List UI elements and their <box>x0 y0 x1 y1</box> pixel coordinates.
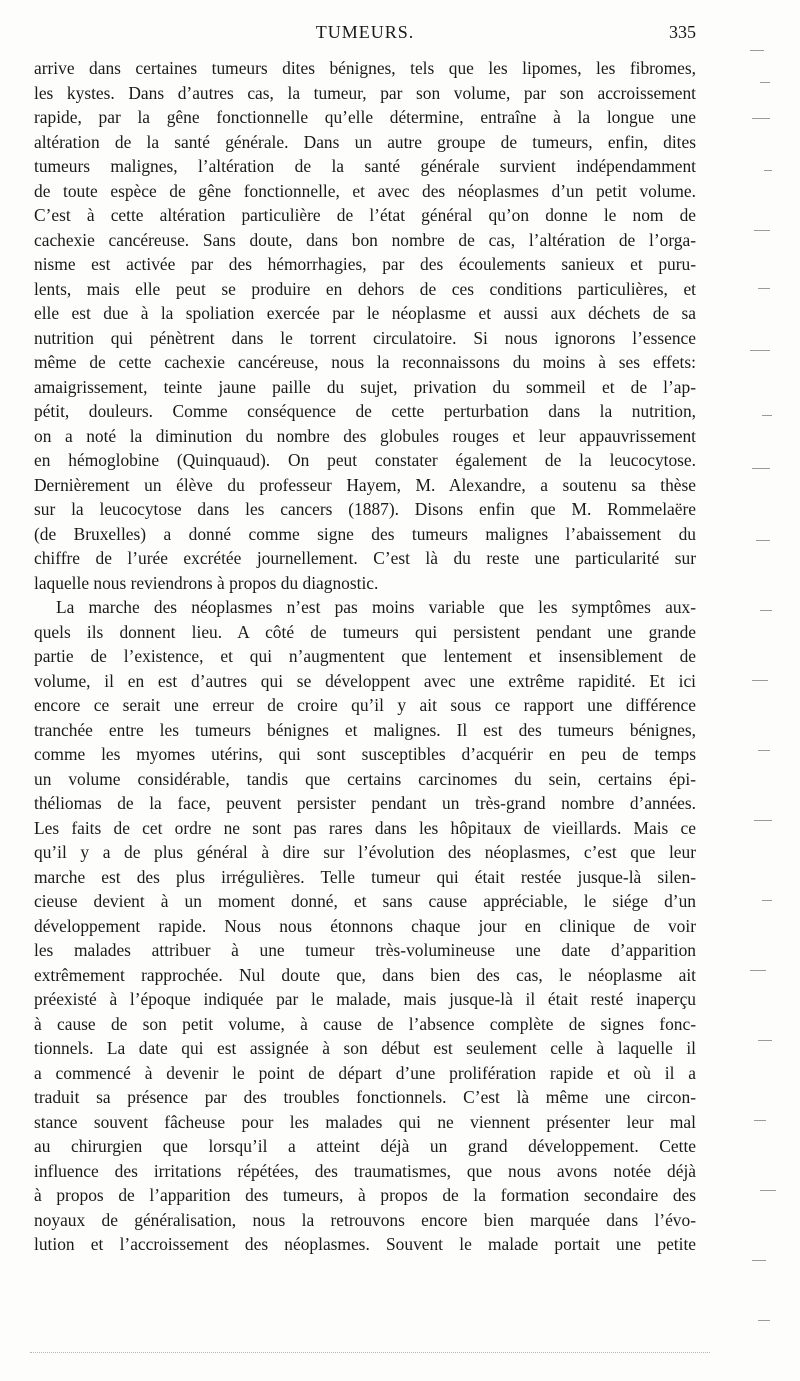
text-line: traduit sa présence par des troubles fonctionnels. C’est là même une circon- <box>34 1087 696 1107</box>
text-line: les malades attribuer à une tumeur très-volumineuse une date d’apparition <box>34 940 696 960</box>
text-line: marche est des plus irrégulières. Telle tumeur qui était restée jusque-là silen- <box>34 866 696 887</box>
margin-mark <box>750 50 764 51</box>
text-line: sur la leucocytose dans les cancers (1887). Disons enfin que M. Rommelaëre <box>34 499 696 519</box>
text-line: théliomas de la face, peuvent persister pendant un très-grand nombre d’années. <box>34 793 696 813</box>
text-line: C’est à cette altération particulière de l’état général qu’on donne le nom de <box>34 205 696 225</box>
margin-mark <box>754 820 772 821</box>
margin-mark <box>752 1260 766 1261</box>
text-line: tionnels. La date qui est assignée à son début est seulement celle à laquelle il <box>34 1038 696 1058</box>
text-line: Les faits de cet ordre ne sont pas rares dans les hôpitaux de vieillards. Mais ce <box>34 817 696 838</box>
margin-mark <box>750 970 766 971</box>
margin-mark <box>758 1320 770 1321</box>
text-line: extrêmement rapprochée. Nul doute que, dans bien des cas, le néoplasme ait <box>34 964 696 985</box>
margin-mark <box>762 900 772 901</box>
text-line: arrive dans certaines tumeurs dites bénignes, tels que les lipomes, les fibromes, <box>34 58 696 78</box>
text-line: stance souvent fâcheuse pour les malades qui ne viennent présenter leur mal <box>34 1111 696 1132</box>
text-line: altération de la santé générale. Dans un autre groupe de tumeurs, enfin, dites <box>34 131 696 152</box>
text-line: comme les myomes utérins, qui sont susceptibles d’acquérir en peu de temps <box>34 744 696 764</box>
text-line: lents, mais elle peut se produire en dehors de ces conditions particulières, et <box>34 278 696 299</box>
margin-mark <box>752 468 770 469</box>
text-line: partie de l’existence, et qui n’augmentent que lentement et insensiblement de <box>34 646 696 666</box>
text-line: à propos de l’apparition des tumeurs, à propos de la formation secondaire des <box>34 1185 696 1205</box>
margin-mark <box>764 170 772 171</box>
text-line: volume, il en est d’autres qui se développent avec une extrême rapidité. Et ici <box>34 670 696 691</box>
text-line: noyaux de généralisation, nous la retrouvons encore bien marquée dans l’évo- <box>34 1209 696 1230</box>
text-line: au chirurgien que lorsqu’il a atteint déjà un grand développement. Cette <box>34 1136 696 1156</box>
margin-mark <box>760 82 770 83</box>
text-line: rapide, par la gêne fonctionnelle qu’elle détermine, entraîne à la longue une <box>34 107 696 127</box>
margin-mark <box>762 415 772 416</box>
text-line: nisme est activée par des hémorrhagies, par des écoulements sanieux et puru- <box>34 254 696 274</box>
margin-mark <box>760 1190 776 1191</box>
margin-mark <box>750 350 770 351</box>
margin-mark <box>752 680 768 681</box>
text-line: a commencé à devenir le point de départ d’une prolifération rapide et où il a <box>34 1062 696 1083</box>
margin-mark <box>756 540 770 541</box>
margin-mark <box>754 1120 766 1121</box>
text-line: nutrition qui pénètrent dans le torrent circulatoire. Si nous ignorons l’essence <box>34 327 696 348</box>
paragraph-first-line: La marche des néoplasmes n’est pas moins variable que les symptômes aux- <box>56 597 696 617</box>
margin-mark <box>758 750 770 751</box>
text-line: même de cette cachexie cancéreuse, nous la reconnaissons du moins à ses effets: <box>34 352 696 372</box>
body-text <box>34 56 696 1257</box>
margin-mark <box>752 118 770 119</box>
text-line: (de Bruxelles) a donné comme signe des tumeurs malignes l’abaissement du <box>34 523 696 544</box>
text-line: influence des irritations répétées, des traumatismes, que nous avons notée déjà <box>34 1160 696 1181</box>
text-line: encore ce serait une erreur de croire qu’il y ait sous ce rapport une différence <box>34 695 696 715</box>
text-line: tranchée entre les tumeurs bénignes et malignes. Il est des tumeurs bénignes, <box>34 719 696 740</box>
text-line: à cause de son petit volume, à cause de l’absence complète de signes fonc- <box>34 1013 696 1034</box>
margin-mark <box>758 288 770 289</box>
text-line: qu’il y a de plus général à dire sur l’évolution des néoplasmes, c’est que leur <box>34 842 696 862</box>
text-line: pétit, douleurs. Comme conséquence de cette perturbation dans la nutrition, <box>34 401 696 421</box>
text-line: de toute espèce de gêne fonctionnelle, et avec des néoplasmes d’un petit volume. <box>34 180 696 201</box>
text-line: chiffre de l’urée excrétée journellement. C’est là du reste une particularité sur <box>34 548 696 568</box>
bottom-show-through <box>30 1352 710 1357</box>
text-line: lution et l’accroissement des néoplasmes. Souvent le malade portait une petite <box>34 1234 696 1254</box>
text-line: en hémoglobine (Quinquaud). On peut constater également de la leucocytose. <box>34 450 696 470</box>
margin-show-through <box>730 20 800 1350</box>
text-line: amaigrissement, teinte jaune paille du sujet, privation du sommeil et de l’ap- <box>34 376 696 397</box>
text-line: on a noté la diminution du nombre des globules rouges et leur appauvrissement <box>34 425 696 446</box>
page-number: 335 <box>669 22 696 42</box>
text-line: elle est due à la spoliation exercée par le néoplasme et aussi aux déchets de sa <box>34 303 696 323</box>
text-line: quels ils donnent lieu. A côté de tumeurs qui persistent pendant une grande <box>34 621 696 642</box>
text-line: les kystes. Dans d’autres cas, la tumeur, par son volume, par son accroissement <box>34 82 696 103</box>
text-line: développement rapide. Nous nous étonnons chaque jour en clinique de voir <box>34 915 696 936</box>
running-title: TUMEURS. <box>315 22 415 42</box>
text-line: préexisté à l’époque indiquée par le malade, mais jusque-là il était resté inaperçu <box>34 989 696 1009</box>
text-line: cachexie cancéreuse. Sans doute, dans bon nombre de cas, l’altération de l’orga- <box>34 229 696 250</box>
margin-mark <box>760 610 772 611</box>
text-line: Dernièrement un élève du professeur Hayem, M. Alexandre, a soutenu sa thèse <box>34 474 696 495</box>
text-line: un volume considérable, tandis que certains carcinomes du sein, certains épi- <box>34 768 696 789</box>
margin-mark <box>754 230 770 231</box>
text-line: cieuse devient à un moment donné, et sans cause appréciable, le siége d’un <box>34 891 696 911</box>
page-header <box>34 22 696 52</box>
margin-mark <box>758 1040 772 1041</box>
text-line: laquelle nous reviendrons à propos du diagnostic. <box>34 572 379 593</box>
text-line: tumeurs malignes, l’altération de la santé générale survient indépendamment <box>34 156 696 176</box>
